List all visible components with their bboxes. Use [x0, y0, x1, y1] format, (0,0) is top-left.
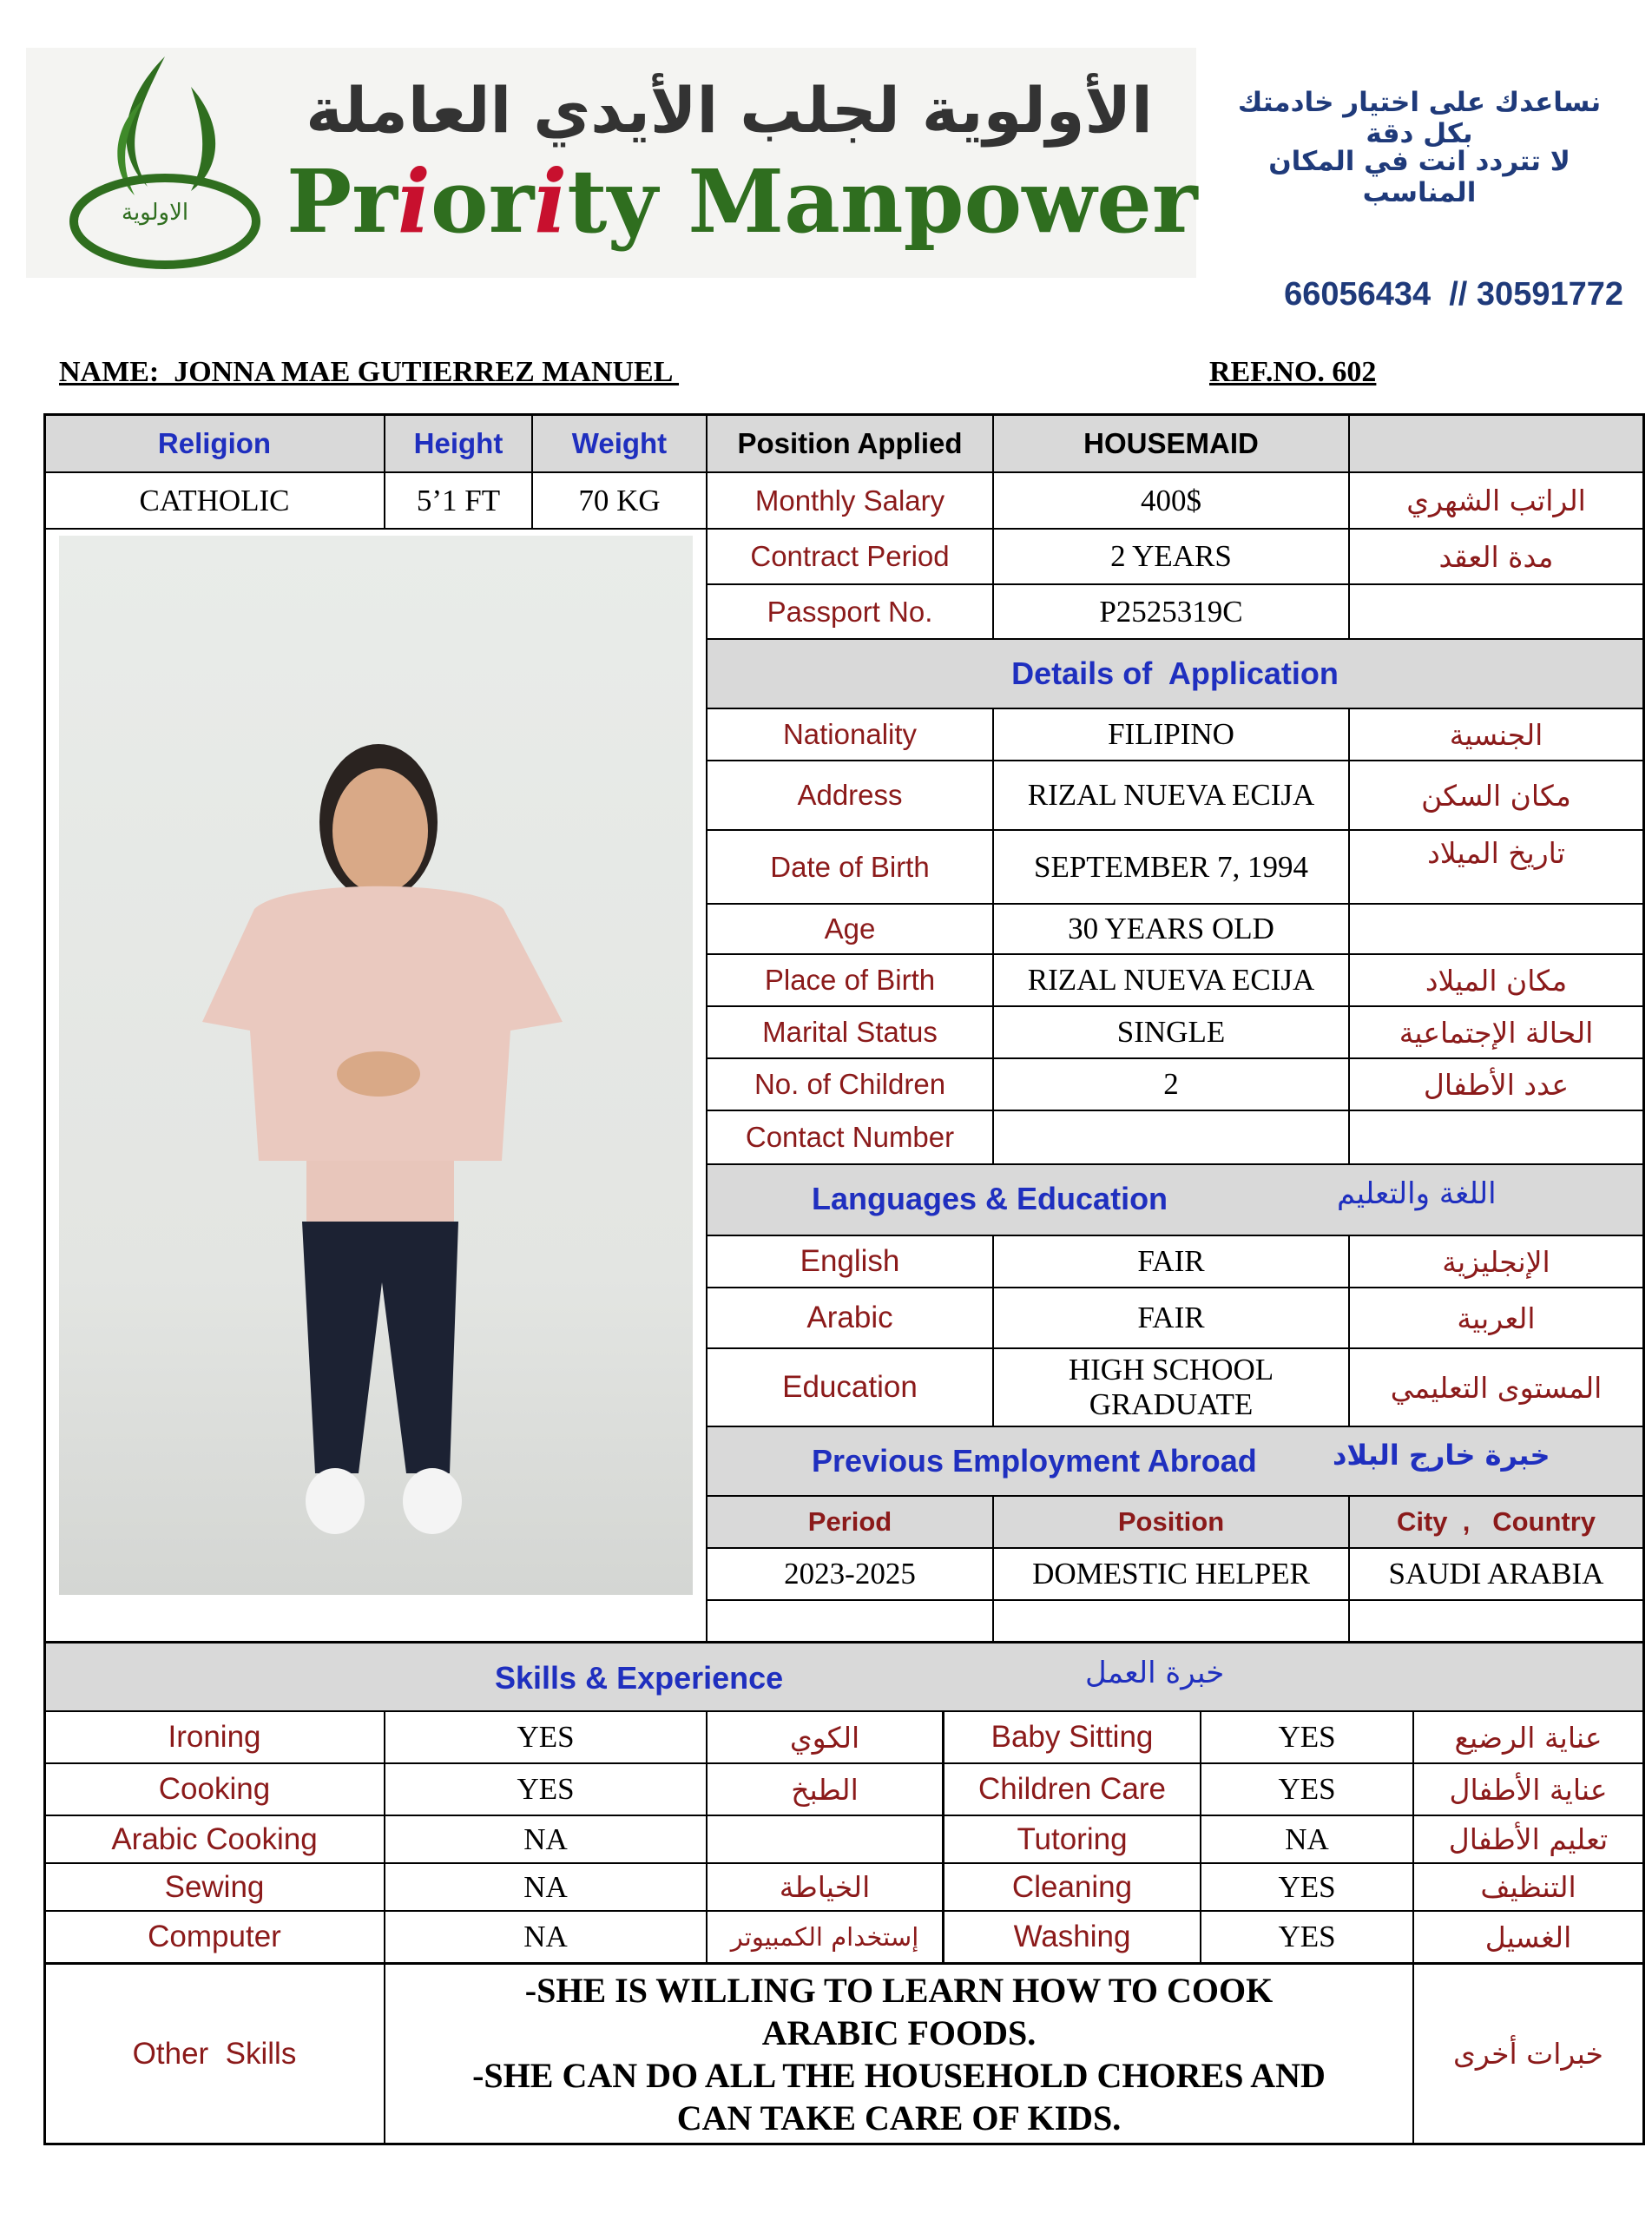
emp-position-header: Position — [1117, 1506, 1225, 1537]
skill-value-tutoring: NA — [1285, 1821, 1329, 1856]
emp-location-value: SAUDI ARABIA — [1388, 1557, 1604, 1591]
contract-arabic: مدة العقد — [1438, 539, 1554, 574]
skill-arabic-ironing: الكوي — [789, 1720, 860, 1755]
skill-arabic-sewing: الخياطة — [779, 1870, 871, 1904]
skills-title: Skills & Experience — [495, 1660, 784, 1696]
detail-value-marital: SINGLE — [1116, 1015, 1226, 1049]
logo-english-text: Priority Manpower — [286, 150, 1198, 253]
english-value: FAIR — [1137, 1244, 1205, 1278]
detail-arabic-marital: الحالة الإجتماعية — [1399, 1015, 1594, 1050]
english-label: English — [800, 1244, 900, 1278]
emp-position-value: DOMESTIC HELPER — [1032, 1557, 1310, 1591]
skill-label-washing: Washing — [1013, 1920, 1131, 1953]
skill-label-cleaning: Cleaning — [1011, 1869, 1133, 1904]
reference-number: REF.NO. 602 — [1209, 356, 1377, 388]
position-applied-header: Position Applied — [737, 426, 963, 459]
arabic-label: Arabic — [806, 1301, 893, 1334]
arabic-value: FAIR — [1137, 1301, 1205, 1334]
skill-label-children-care: Children Care — [978, 1772, 1166, 1806]
skill-arabic-cleaning: التنظيف — [1480, 1870, 1576, 1904]
passport-label: Passport No. — [767, 595, 933, 628]
languages-title: Languages & Education — [812, 1181, 1168, 1216]
skill-value-ironing: YES — [517, 1720, 575, 1754]
other-skills-arabic: خبرات أخرى — [1453, 2037, 1603, 2071]
skill-label-ironing: Ironing — [168, 1720, 261, 1754]
other-skills-text: -SHE IS WILLING TO LEARN HOW TO COOK ARABIC FOODS. -SHE CAN DO ALL THE HOUSEHOLD CHORES AND CAN TAKE CARE OF KIDS. — [472, 1970, 1326, 2137]
skill-value-computer: NA — [523, 1920, 568, 1953]
education-value: HIGH SCHOOL GRADUATE — [1068, 1353, 1274, 1421]
skill-value-sewing: NA — [523, 1869, 568, 1904]
emp-location-header: City , Country — [1396, 1506, 1596, 1537]
detail-value-contact — [994, 1111, 1348, 1163]
skill-value-baby-sitting: YES — [1278, 1720, 1336, 1754]
emp-period-header: Period — [807, 1506, 892, 1537]
skill-value-cleaning: YES — [1278, 1869, 1336, 1904]
languages-title-arabic: اللغة والتعليم — [1337, 1176, 1497, 1211]
detail-value-pob: RIZAL NUEVA ECIJA — [1027, 963, 1315, 997]
skill-arabic-computer: إستخدام الكمبيوتر — [730, 1922, 919, 1952]
detail-label-marital: Marital Status — [762, 1016, 938, 1048]
religion-header: Religion — [157, 426, 272, 459]
skill-value-cooking: YES — [517, 1772, 575, 1806]
detail-label-dob: Date of Birth — [770, 850, 930, 883]
education-arabic: المستوى التعليمي — [1390, 1370, 1603, 1405]
height-header: Height — [413, 426, 503, 459]
phone-numbers: 66056434 // 30591772 — [1284, 276, 1623, 313]
detail-value-dob: SEPTEMBER 7, 1994 — [1033, 849, 1308, 884]
skill-label-computer: Computer — [148, 1920, 281, 1953]
weight-value: 70 KG — [578, 483, 661, 517]
employment-title-arabic: خبرة خارج البلاد — [1333, 1439, 1550, 1472]
detail-arabic-dob: تاريخ الميلاد — [1427, 835, 1565, 870]
position-applied-value: HOUSEMAID — [1083, 426, 1259, 459]
slogan-line-2: لا تتردد انت في المكان المناسب — [1268, 146, 1570, 208]
detail-value-children: 2 — [1163, 1067, 1179, 1101]
slogan-line-1: نساعدك على اختيار خادمتك بكل دقة — [1237, 87, 1602, 149]
logo-emblem-icon — [61, 48, 269, 273]
detail-arabic-pob: مكان الميلاد — [1425, 963, 1568, 998]
contract-label: Contract Period — [750, 540, 950, 572]
detail-label-pob: Place of Birth — [764, 964, 936, 996]
logo-banner — [26, 48, 1196, 278]
education-label: Education — [782, 1370, 918, 1404]
contract-value: 2 YEARS — [1110, 539, 1232, 573]
skill-label-arabic-cooking: Arabic Cooking — [111, 1821, 318, 1856]
skill-arabic-washing: الغسيل — [1484, 1920, 1572, 1954]
skill-label-cooking: Cooking — [158, 1772, 271, 1806]
detail-arabic-nationality: الجنسية — [1449, 717, 1543, 752]
other-skills-label: Other Skills — [132, 2036, 297, 2071]
detail-arabic-address: مكان السكن — [1421, 778, 1571, 813]
detail-label-children: No. of Children — [754, 1068, 946, 1100]
passport-value: P2525319C — [1099, 594, 1243, 629]
skill-value-washing: YES — [1278, 1920, 1336, 1953]
skill-label-baby-sitting: Baby Sitting — [991, 1720, 1154, 1754]
detail-label-nationality: Nationality — [782, 718, 918, 750]
skill-value-arabic-cooking: NA — [523, 1821, 568, 1856]
applicant-photo — [59, 536, 693, 1595]
emp-period-value: 2023-2025 — [784, 1557, 916, 1591]
detail-value-age: 30 YEARS OLD — [1068, 912, 1274, 945]
skill-arabic-children-care: عناية الأطفال — [1449, 1772, 1608, 1807]
applicant-name: NAME: JONNA MAE GUTIERREZ MANUEL — [59, 356, 680, 388]
skill-arabic-baby-sitting: عناية الرضيع — [1454, 1720, 1603, 1755]
skill-arabic-tutoring: تعليم الأطفال — [1448, 1822, 1609, 1856]
details-title: Details of Application — [1011, 655, 1339, 691]
english-arabic: الإنجليزية — [1442, 1244, 1550, 1279]
skill-label-sewing: Sewing — [164, 1869, 265, 1904]
salary-value: 400$ — [1141, 483, 1201, 517]
employment-title: Previous Employment Abroad — [812, 1443, 1257, 1479]
detail-label-address: Address — [797, 779, 903, 811]
weight-header: Weight — [571, 426, 668, 459]
detail-arabic-children: عدد الأطفال — [1423, 1067, 1570, 1102]
skill-arabic-cooking: الطبخ — [791, 1772, 859, 1807]
logo-arabic-text: الأولوية لجلب الأيدي العاملة — [306, 74, 1153, 147]
person-silhouette-icon — [59, 536, 693, 1595]
detail-label-age: Age — [824, 912, 876, 945]
religion-value: CATHOLIC — [139, 483, 290, 517]
skills-title-arabic: خبرة العمل — [1085, 1656, 1225, 1690]
salary-label: Monthly Salary — [754, 484, 945, 517]
skill-value-children-care: YES — [1278, 1772, 1336, 1806]
skill-label-tutoring: Tutoring — [1017, 1821, 1128, 1856]
detail-label-contact: Contact Number — [745, 1121, 955, 1153]
arabic-arabic: العربية — [1457, 1301, 1536, 1335]
height-value: 5’1 FT — [416, 483, 501, 517]
logo-emblem-text: الاولوية — [122, 200, 189, 226]
detail-value-nationality: FILIPINO — [1108, 717, 1234, 751]
salary-arabic: الراتب الشهري — [1406, 484, 1586, 517]
skills-header-bg — [45, 1641, 1642, 1710]
detail-value-address: RIZAL NUEVA ECIJA — [1027, 778, 1315, 812]
